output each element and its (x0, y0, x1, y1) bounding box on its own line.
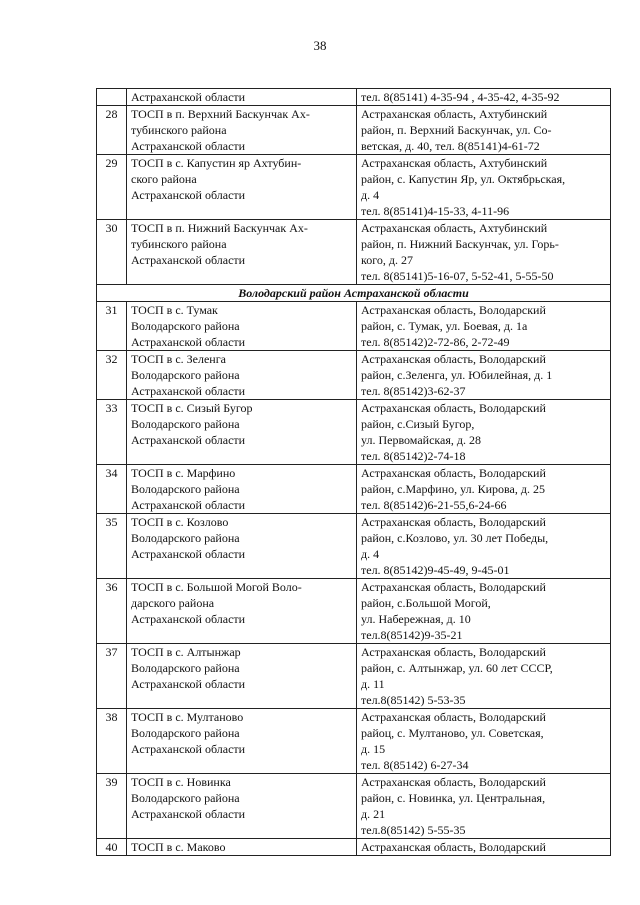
office-name: ТОСП в с. Зеленга Володарского района Астраханской области (127, 351, 357, 400)
row-number: 32 (97, 351, 127, 400)
table-row (97, 155, 611, 220)
table-row (97, 465, 611, 514)
office-name: ТОСП в с. Новинка Володарского района Астраханской области (127, 774, 357, 839)
district-section-title: Володарский район Астраханской области (97, 285, 611, 302)
office-registry-table (96, 88, 611, 856)
row-number: 38 (97, 709, 127, 774)
office-name: ТОСП в п. Верхний Баскунчак Ах- тубинского района Астраханской области (127, 106, 357, 155)
office-address: Астраханская область, Ахтубинский район, п. Верхний Баскунчак, ул. Со- ветская, д. 40, тел. 8(85141)4-61-72 (357, 106, 611, 155)
office-name: ТОСП в с. Капустин яр Ахтубин- ского района Астраханской области (127, 155, 357, 220)
row-number: 30 (97, 220, 127, 285)
table-row (97, 106, 611, 155)
office-address: Астраханская область, Володарский район, с.Марфино, ул. Кирова, д. 25 тел. 8(85142)6-21-55,6-24-66 (357, 465, 611, 514)
office-address: Астраханская область, Володарский район, с.Козлово, ул. 30 лет Победы, д. 4 тел. 8(85142)9-45-49, 9-45-01 (357, 514, 611, 579)
row-number: 35 (97, 514, 127, 579)
table-row (97, 709, 611, 774)
row-number: 31 (97, 302, 127, 351)
table-row (97, 839, 611, 856)
office-name: ТОСП в с. Маково (127, 839, 357, 856)
office-name: Астраханской области (127, 89, 357, 106)
table-row (97, 220, 611, 285)
table-row (97, 89, 611, 106)
row-number: 34 (97, 465, 127, 514)
office-name: ТОСП в с. Тумак Володарского района Астраханской области (127, 302, 357, 351)
row-number: 29 (97, 155, 127, 220)
office-name: ТОСП в с. Марфино Володарского района Астраханской области (127, 465, 357, 514)
office-address: Астраханская область, Володарский район, с.Сизый Бугор, ул. Первомайская, д. 28 тел. 8(85142)2-74-18 (357, 400, 611, 465)
office-address: Астраханская область, Ахтубинский район, п. Нижний Баскунчак, ул. Горь- кого, д. 27 тел. 8(85141)5-16-07, 5-52-41, 5-55-50 (357, 220, 611, 285)
office-address: Астраханская область, Володарский район, с.Большой Могой, ул. Набережная, д. 10 тел.8(85142)9-35-21 (357, 579, 611, 644)
row-number: 39 (97, 774, 127, 839)
row-number: 33 (97, 400, 127, 465)
row-number: 36 (97, 579, 127, 644)
row-number (97, 89, 127, 106)
table-row (97, 351, 611, 400)
table-row (97, 774, 611, 839)
row-number: 40 (97, 839, 127, 856)
office-name: ТОСП в с. Большой Могой Воло- дарского района Астраханской области (127, 579, 357, 644)
office-name: ТОСП в с. Алтынжар Володарского района Астраханской области (127, 644, 357, 709)
table-row (97, 579, 611, 644)
office-address: Астраханская область, Ахтубинский район, с. Капустин Яр, ул. Октябрьская, д. 4 тел. 8(85141)4-15-33, 4-11-96 (357, 155, 611, 220)
office-address: тел. 8(85141) 4-35-94 , 4-35-42, 4-35-92 (357, 89, 611, 106)
table-row (97, 514, 611, 579)
office-address: Астраханская область, Володарский район, с. Тумак, ул. Боевая, д. 1а тел. 8(85142)2-72-86, 2-72-49 (357, 302, 611, 351)
table-row (97, 644, 611, 709)
row-number: 28 (97, 106, 127, 155)
page-number: 38 (313, 38, 327, 53)
office-address: Астраханская область, Володарский район, с. Алтынжар, ул. 60 лет СССР, д. 11 тел.8(85142) 5-53-35 (357, 644, 611, 709)
office-name: ТОСП в с. Сизый Бугор Володарского района Астраханской области (127, 400, 357, 465)
office-name: ТОСП в с. Мултаново Володарского района Астраханской области (127, 709, 357, 774)
office-address: Астраханская область, Володарский район, с.Зеленга, ул. Юбилейная, д. 1 тел. 8(85142)3-62-37 (357, 351, 611, 400)
table-row (97, 400, 611, 465)
office-address: Астраханская область, Володарский райоц, с. Мултаново, ул. Советская, д. 15 тел. 8(85142) 6-27-34 (357, 709, 611, 774)
office-address: Астраханская область, Володарский район, с. Новинка, ул. Центральная, д. 21 тел.8(85142) 5-55-35 (357, 774, 611, 839)
office-address: Астраханская область, Володарский (357, 839, 611, 856)
office-name: ТОСП в п. Нижний Баскунчак Ах- тубинского района Астраханской области (127, 220, 357, 285)
section-header-row (97, 285, 611, 302)
table-row (97, 302, 611, 351)
office-name: ТОСП в с. Козлово Володарского района Астраханской области (127, 514, 357, 579)
row-number: 37 (97, 644, 127, 709)
